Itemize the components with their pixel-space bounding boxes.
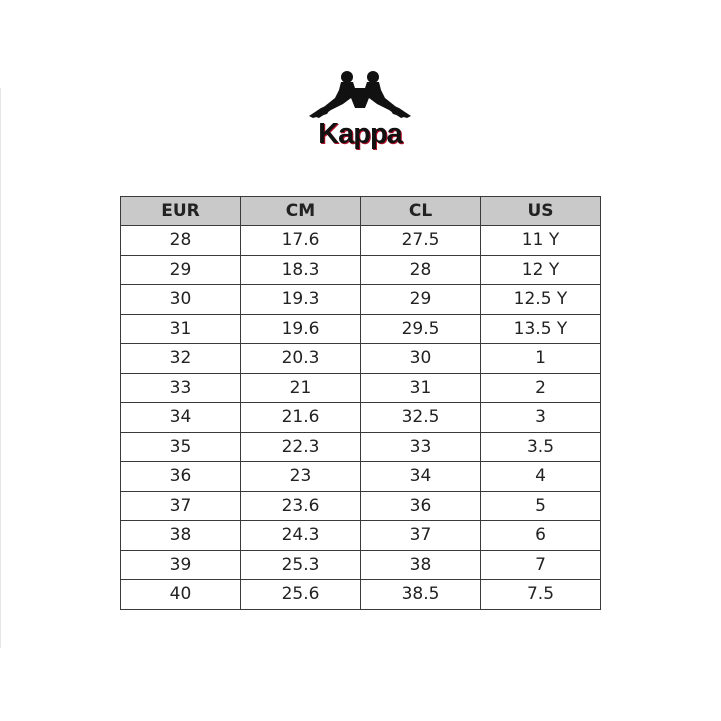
cell-cl: 36 <box>361 491 481 521</box>
page-edge-line <box>0 88 1 648</box>
cell-cm: 23 <box>241 462 361 492</box>
cell-cm: 18.3 <box>241 255 361 285</box>
table-row <box>121 491 601 521</box>
cell-eur: 34 <box>121 403 241 433</box>
kappa-logo <box>305 68 415 152</box>
table-row <box>121 226 601 256</box>
cell-eur: 30 <box>121 285 241 315</box>
cell-eur: 35 <box>121 432 241 462</box>
table-row <box>121 580 601 610</box>
cell-us: 12 Y <box>481 255 601 285</box>
cell-cm: 20.3 <box>241 344 361 374</box>
cell-eur: 38 <box>121 521 241 551</box>
cell-cl: 29 <box>361 285 481 315</box>
table-header-row <box>121 197 601 226</box>
cell-cm: 21.6 <box>241 403 361 433</box>
cell-cl: 38 <box>361 550 481 580</box>
cell-cl: 31 <box>361 373 481 403</box>
cell-cm: 19.6 <box>241 314 361 344</box>
cell-us: 3.5 <box>481 432 601 462</box>
cell-cl: 28 <box>361 255 481 285</box>
kappa-omini-logo-icon <box>305 68 415 124</box>
cell-cm: 19.3 <box>241 285 361 315</box>
table-row <box>121 344 601 374</box>
table-row <box>121 462 601 492</box>
cell-eur: 28 <box>121 226 241 256</box>
cell-cl: 27.5 <box>361 226 481 256</box>
cell-us: 7.5 <box>481 580 601 610</box>
cell-eur: 40 <box>121 580 241 610</box>
table-row <box>121 373 601 403</box>
cell-us: 12.5 Y <box>481 285 601 315</box>
cell-eur: 32 <box>121 344 241 374</box>
cell-cl: 37 <box>361 521 481 551</box>
cell-cm: 17.6 <box>241 226 361 256</box>
table-row <box>121 432 601 462</box>
column-header-eur: EUR <box>121 197 241 226</box>
cell-cl: 33 <box>361 432 481 462</box>
table-row <box>121 521 601 551</box>
cell-us: 6 <box>481 521 601 551</box>
cell-cm: 25.6 <box>241 580 361 610</box>
cell-cl: 34 <box>361 462 481 492</box>
cell-eur: 36 <box>121 462 241 492</box>
cell-cl: 38.5 <box>361 580 481 610</box>
brand-name: Kappa <box>318 118 402 150</box>
column-header-cl: CL <box>361 197 481 226</box>
size-chart-table <box>120 196 601 610</box>
cell-cl: 29.5 <box>361 314 481 344</box>
cell-us: 2 <box>481 373 601 403</box>
table-row <box>121 255 601 285</box>
cell-cm: 25.3 <box>241 550 361 580</box>
cell-eur: 29 <box>121 255 241 285</box>
table-row <box>121 550 601 580</box>
cell-cm: 21 <box>241 373 361 403</box>
cell-cm: 22.3 <box>241 432 361 462</box>
table-row <box>121 314 601 344</box>
cell-eur: 33 <box>121 373 241 403</box>
cell-us: 3 <box>481 403 601 433</box>
column-header-us: US <box>481 197 601 226</box>
cell-cm: 24.3 <box>241 521 361 551</box>
cell-cm: 23.6 <box>241 491 361 521</box>
column-header-cm: CM <box>241 197 361 226</box>
table-body <box>121 226 601 610</box>
cell-us: 11 Y <box>481 226 601 256</box>
cell-cl: 30 <box>361 344 481 374</box>
cell-us: 5 <box>481 491 601 521</box>
table-row <box>121 403 601 433</box>
cell-us: 1 <box>481 344 601 374</box>
cell-eur: 39 <box>121 550 241 580</box>
table-row <box>121 285 601 315</box>
cell-cl: 32.5 <box>361 403 481 433</box>
cell-us: 7 <box>481 550 601 580</box>
cell-us: 4 <box>481 462 601 492</box>
cell-us: 13.5 Y <box>481 314 601 344</box>
cell-eur: 37 <box>121 491 241 521</box>
cell-eur: 31 <box>121 314 241 344</box>
